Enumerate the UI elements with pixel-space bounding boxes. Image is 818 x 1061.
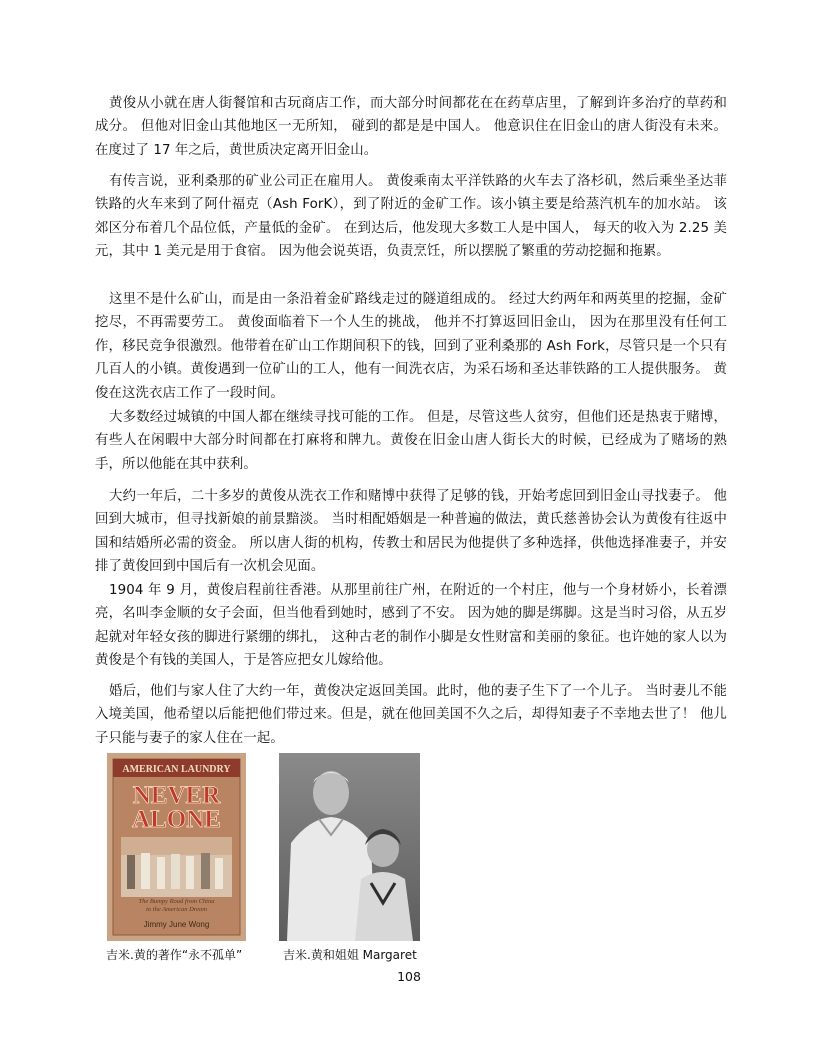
portrait-illustration [279,753,420,941]
book-cover-illustration [107,753,246,941]
paragraph-7: 婚后，他们与家人住了大约一年，黄俊决定返回美国。此时，他的妻子生下了一个儿子。 当时妻儿不能入境美国，他希望以后能把他们带过来。但是，就在他回美国不久之后，却得知妻子不幸地去世了！ 他儿子只能与妻子的家人住在一起。 [95,684,727,746]
paragraph-2: 有传言说，亚利桑那的矿业公司正在雇用人。 黄俊乘南太平洋铁路的火车去了洛杉矶，然后乘坐圣达菲铁路的火车来到了阿什福克（Ash ForK），到了附近的金矿工作。该小镇主要是给蒸汽机车的加水站。 该郊区分布着几个品位低，产量低的金矿。 在到达后，他发现大多数工人是中国人， 每天的收入为 2.25 美元，其中 1 美元是用于食宿。 因为他会说英语，负责烹饪，所以摆脱了繁重的劳动挖掘和拖累。 [95,174,727,260]
book-cover-image [107,753,246,941]
portrait-caption: 吉米.黄和姐姐 Margaret [283,948,417,962]
page-number: 108 [397,969,421,984]
paragraph-6: 1904 年 9 月，黄俊启程前往香港。从那里前往广州，在附近的一个村庄，他与一个身材娇小，长着漂亮，名叫李金顺的女子会面，但当他看到她时，感到了不安。 因为她的脚是绑脚。这是当时习俗，从五岁起就对年轻女孩的脚进行紧绷的绑扎， 这种古老的制作小脚是女性财富和美丽的象征。也许她的家人以为黄俊是个有钱的美国人，于是答应把女儿嫁给他。 [95,583,727,669]
book-cover-title-line2: ALONE [132,806,221,833]
paragraph-5: 大约一年后，二十多岁的黄俊从洗衣工作和赌博中获得了足够的钱，开始考虑回到旧金山寻找妻子。 他回到大城市，但寻找新娘的前景黯淡。 当时相配婚姻是一种普遍的做法，黄氏慈善协会认为黄俊有往返中国和结婚所必需的资金。 所以唐人街的机构，传教士和居民为他提供了多种选择，供他选择准妻子，并安排了黄俊回到中国后有一次机会见面。 [95,489,727,575]
book-cover-author: Jimmy June Wong [143,920,210,929]
paragraph-4: 大多数经过城镇的中国人都在继续寻找可能的工作。 但是，尽管这些人贫穷，但他们还是热衷于赌博，有些人在闲暇中大部分时间都在打麻将和牌九。黄俊在旧金山唐人街长大的时候，已经成为了赌场的熟手，所以他能在其中获利。 [95,410,727,472]
book-cover-title-line1: NEVER [132,782,221,809]
paragraph-1: 黄俊从小就在唐人街餐馆和古玩商店工作，而大部分时间都花在在药草店里，了解到许多治疗的草药和成分。 但他对旧金山其他地区一无所知， 碰到的都是是中国人。 他意识住在旧金山的唐人街没有未来。在度过了 17 年之后，黄世质决定离开旧金山。 [95,96,727,158]
book-caption: 吉米.黄的著作“永不孤单” [106,948,243,962]
book-cover-series: AMERICAN LAUNDRY [122,764,231,775]
portrait-photo [279,753,420,941]
book-cover-subtitle-2: to the American Dream [146,906,207,913]
paragraph-3: 这里不是什么矿山，而是由一条沿着金矿路线走过的隧道组成的。 经过大约两年和两英里的挖掘，金矿挖尽，不再需要劳工。 黄俊面临着下一个人生的挑战， 他并不打算返回旧金山， 因为在那里没有任何工作，移民竞争很激烈。他带着在矿山工作期间积下的钱，回到了亚利桑那的 Ash Fork，尽管只是一个只有几百人的小镇。黄俊遇到一位矿山的工人，他有一间洗衣店，为采石场和圣达菲铁路的工人提供服务。 黄俊在这洗衣店工作了一段时间。 [95,292,727,401]
book-cover-subtitle-1: The Bumpy Road from China [138,898,215,905]
